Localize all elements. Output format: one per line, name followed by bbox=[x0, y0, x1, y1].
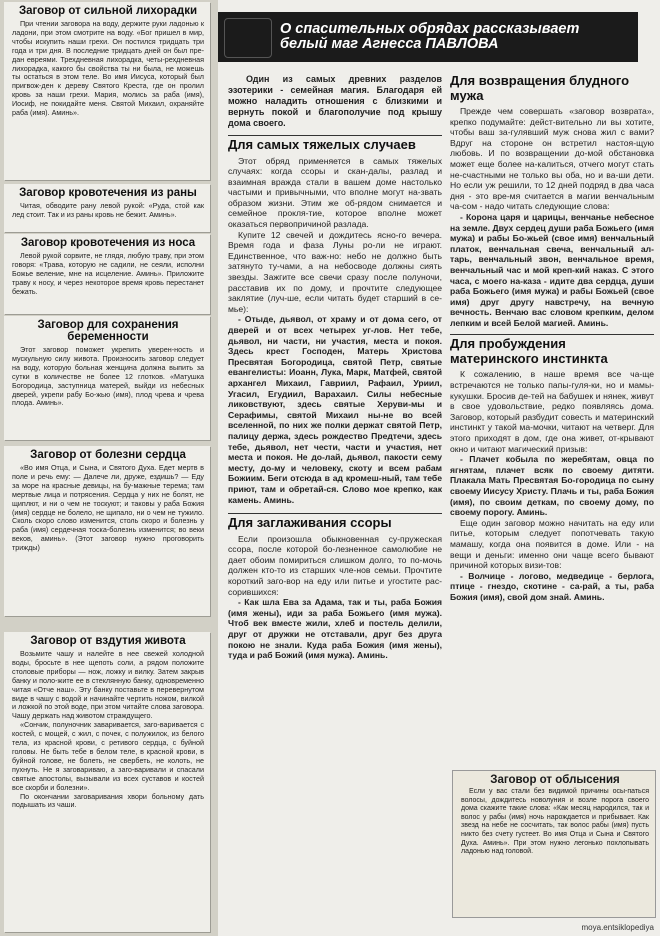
incantation-paragraph: - Корона царя и царицы, венчанье небесное на земле. Двух сердец души раба Божьего (имя мужа) и рабы Бо-жьей (свое имя) венчальный платок, венчальная свеча, венчальный ал-тарь, венчальный звон, венчальное время, венчальный час и мой креп-кий наказ. С этого часа, с моего на-каза - идите два сердца, души раба Божьего (имя мужа) и рабы Божьей (свое имя) друг другу навстречу, на вечную вечность. Венчаю вас словом крепким, делом лепким и всей Белой магией. Аминь. bbox=[450, 211, 654, 328]
incantation-paragraph: - Плачет кобыла по жеребятам, овца по ягнятам, плачет всяк по своему дитяти. Плакала Мать Пресвятая Бо-городица по сыну своему Иисусу Христу. Плачь и ты, раба Божия (имя), по своим деткам, по своему дому, по своему порогу. Аминь. bbox=[450, 454, 654, 518]
column-a bbox=[228, 74, 442, 930]
incantation-paragraph: - Как шла Ева за Адама, так и ты, раба Божия (имя жены), иди за раба Божьего (имя мужа). Чтоб век вместе жили, хлеб и постель делили, друг от дружки не отставали, друг без друга покою не знали. Куда раба Божия (имя жены), туда и раб Божий (имя мужа). Аминь. bbox=[228, 597, 442, 661]
clipping-text: Если у вас стали без видимой причины осы-паться волосы, дождитесь новолуния и возле порога своего дома скажите такие слова: «Как месяц народился, так и волос у рабы (имя) ночь нарождается и прибывает. Как звезд на небе не сосчитать, так волос рабы (имя) пусть никто без счету густеет. Во имя Отца и Сына и Святого Духа. Аминь». При этом нужно легонько похлопывать ладонью над головой. bbox=[461, 788, 649, 856]
clipping-title: Заговор кровотечения из носа bbox=[20, 237, 196, 249]
clipping-text: При чтении заговора на воду, держите руки ладонью к ладони, при этом смотрите на воду. «Бог пришел в мир, чтобы искупить наши грехи. Он постился тридцать три года и три дня. В последние тридцать дней он был пре-дан евреями. Трехдневная лихорадка, четы-рехдневная лихорадка, какого бы свойства ты ни была, не можешь ты остаться в этом теле. Во имя Иисуса, который был пригвож-ден к дереву Святого Креста, где он пролил кровь за наши грехи. Мария, молись за раба (имя), Иосиф, не покидайте меня. Святой Михаил, охраняйте раба (имя). Аминь». bbox=[12, 19, 204, 118]
body-paragraph: Купите 12 свечей и дождитесь ясно-го вечера. Время года и фаза Луны ро-ли не играют. Единственное, что важ-но: небо не должно быть затянуто ту-чами, а на небосводе должны сиять звезды. Зажгите все свечи сразу после полуночи, расставив их по дому, и прочтите следующее заклятие (луч-ше, если читать будет старший в се-мье): bbox=[228, 229, 442, 314]
section-heading: Для возвращения блудного мужа bbox=[450, 74, 630, 103]
incantation-paragraph: - Отыде, дьявол, от храму и от дома сего, от дверей и от всех четырех уг-лов. Нет тебе, дьявол, ни части, ни участия, места и покоя. Здесь крест Господен, Матерь Христова Пресвятая Богородица, святой Петр, святые евангелисты: Иоанн, Лука, Марк, Матфей, святой архангел Михаил, Гавриил, Рафаил, Уриил, Угасил, Егудиил, Варахаил. Силы небесные ликовствуют, здесь святые Херуви-мы и Серафимы, святой Михаил ны-не во всей вселенной, по них же полки держат святой Петр, палицу держа, здесь рождество Предтечи, здесь тебе, дьявол, нет чести, части и участия, нет места и покоя. Не до-лай, дьявол, пакости сему месту, до-му и человеку, скоту и всем рабам Божиим. Беги отсюда в ад кромеш-ный, там тебе приют, там и обретай-ся. Слово мое крепко, как камень. Аминь. bbox=[228, 314, 442, 505]
clipping-title: Заговор для сохранения беременности bbox=[37, 319, 179, 343]
section-heading: Для пробуждения материнского инстинкта bbox=[450, 334, 654, 366]
clipping-title: Заговор от болезни сердца bbox=[30, 449, 186, 461]
body-paragraph: Если произошла обыкновенная су-пружеская ссора, после которой бо-лезненное самолюбие не дает обоим помириться слишком долго, то по-мочь должен кто-то из старших чле-нов семьи. Прочтите короткий заго-вор на еду или питье и угостите рас-сорившихся: bbox=[228, 533, 442, 597]
column-b bbox=[450, 74, 654, 764]
clipping-title: Заговор от вздутия живота bbox=[30, 635, 186, 647]
clipping-text: Читая, обводите рану левой рукой: «Руда, стой как лед стоит. Так и из раны кровь не бежит. Аминь». bbox=[12, 201, 204, 219]
lead-paragraph: Один из самых древних разделов эзотерики - семейная магия. Благодаря ей можно наладить отношения с близкими и вернуть покой и благополучие под крышу дома своего. bbox=[228, 74, 442, 128]
clipping-title: Заговор от облысения bbox=[490, 774, 620, 786]
clipping-text: Возьмите чашу и налейте в нее свежей холодной воды, бросьте в нее щепоть соли, а рядом положите столовые приборы — нож, ложку и вилку. Затем закрыв банку и поло-жите ее в стеклянную банку, одновременно читая «Отче наш». Эту банку поставьте в перевернутом виде в чашу с водой и начинайте чертить ножом, вилкой и ложкой по этой воде, при этом читайте слова заговора. Чашу держать над животом страждущего. bbox=[12, 649, 204, 721]
clipping-title: Заговор от сильной лихорадки bbox=[18, 5, 198, 17]
clipping-text: Этот заговор поможет укрепить уверен-ность и мускульную силу живота. Произносить заговор следует на воду, которую больная женщина должна выпить за сутки в количестве не более 12 глотков. «Матушка Богородица, заступница матерей, выйди из небесных дверей, укрепи рабу Бо-жью (имя), плод чрева и чрева плода. Аминь». bbox=[12, 345, 204, 408]
body-paragraph: Этот обряд применяется в самых тяжелых случаях: когда ссоры и скан-далы, разлад и взаимная вражда стали в вашем доме настолько частыми и привычными, что вполне могут на-звать образом жизни. Этим же об-рядом снимается и семейное прокля-тие, которое вполне может оказаться первопричиной разлада. bbox=[228, 155, 442, 230]
body-paragraph: Еще один заговор можно начитать на еду или питье, которым следует попотчевать такую мамашу, когда она появится в доме. Или - на вещи и деньги: именно они чаще всего бывают причиной которых визи-тов: bbox=[450, 517, 654, 571]
article-banner bbox=[218, 12, 638, 62]
clipping-text: Левой рукой сорвите, не глядя, любую траву, при этом говоря: «Трава, которую не садили, не сеяли, исполни Божье веление, мне на исцеление. Аминь». Приложите траву к носу, и через некоторое время кровь перестанет бежать. bbox=[12, 251, 204, 296]
clipping-heart bbox=[4, 446, 210, 616]
clipping-nose-bleeding bbox=[4, 234, 210, 314]
clipping-text: «Сончик, полуночник заваривается, заго-варивается с костей, с мощей, с жил, с почек, с полужилок, из белого тела, из красной крови, с ретивого сердца, с буйной головы. Не быть тебе в белом теле, в красной крови, в буйной голове, не болеть, не свербеть, не колоть, не пухнуть. Не я заговариваю, а заго-варивали и спасали святые апостолы, вызывали из всех суставов и костей все скорби и болезни». bbox=[12, 720, 204, 792]
clipping-wound-bleeding bbox=[4, 184, 210, 232]
clipping-bloating bbox=[4, 632, 210, 932]
section-heading: Для заглаживания ссоры bbox=[228, 513, 442, 531]
section-heading: Для самых тяжелых случаев bbox=[228, 135, 442, 153]
source-watermark: moya.entsiklopediya bbox=[581, 923, 654, 932]
clipping-baldness bbox=[452, 770, 656, 918]
left-column bbox=[0, 0, 214, 936]
article-title: О спасительных обрядах рассказывает белый маг Агнесса ПАВЛОВА bbox=[280, 21, 580, 52]
incantation-paragraph: - Волчице - логово, медведице - берлога, птице - гнездо, скотине - са-рай, а ты, раба Божия (имя), свой дом знай. Аминь. bbox=[450, 570, 654, 602]
clipping-text: По окончании заговаривания хвори больному дать подышать из чаши. bbox=[12, 791, 204, 810]
body-paragraph: К сожалению, в наше время все ча-ще встречаются не только папы-гуля-ки, но и мамы-кукушки. Бросив де-тей на бабушек и нянек, живут в свое удовольствие, редко появляясь дома. Заговор, который разбудит совесть и материнский инстинкт у такой ма-мочки, читают на четверг. Для этого приходят в дом, где она живет, от-крывают окно и читают магический призыв: bbox=[450, 369, 654, 454]
ornament-icon bbox=[224, 18, 272, 58]
clipping-pregnancy bbox=[4, 316, 210, 440]
clipping-text: «Во имя Отца, и Сына, и Святого Духа. Едет мертв в поле и речь ему: — Далече ли, друже, ездишь? — Еду за море на красные девицы, на бу-мажные терема; там мертвые лица и потрясения. Сердца у них не болят, не щиплют, и ни о чем не тоскуют; и таковы у раба Божия (имя) сердце не болело, не щипало, ни о чем не тужило. Сколь скоро слово изменится, столь скоро и болезнь у раба (имя) сердечная тоска-болезнь изменится; во веки веков, аминь». (Этот заговор нужно проговорить трижды) bbox=[12, 463, 204, 553]
clipping-fever bbox=[4, 2, 210, 180]
clipping-title: Заговор кровотечения из раны bbox=[19, 187, 197, 199]
body-paragraph: Прежде чем совершать «заговор возврата», крепко подумайте: дейст-вительно ли вы хотите, чтобы ваш за-гулявший муж снова жил с вами? Вдруг на стороне он встретил настоя-щую любовь. И по возвращении до-мой обстановка может еще более на-калиться, отчего могут стать не-счастными не только вы оба, но и ва-ши дети. Но если уж решили, то 12 дней подряд в два часа дня - это вре-мя считается в магии венчальным ча-сом - надо читать следующие слова: bbox=[450, 106, 654, 212]
